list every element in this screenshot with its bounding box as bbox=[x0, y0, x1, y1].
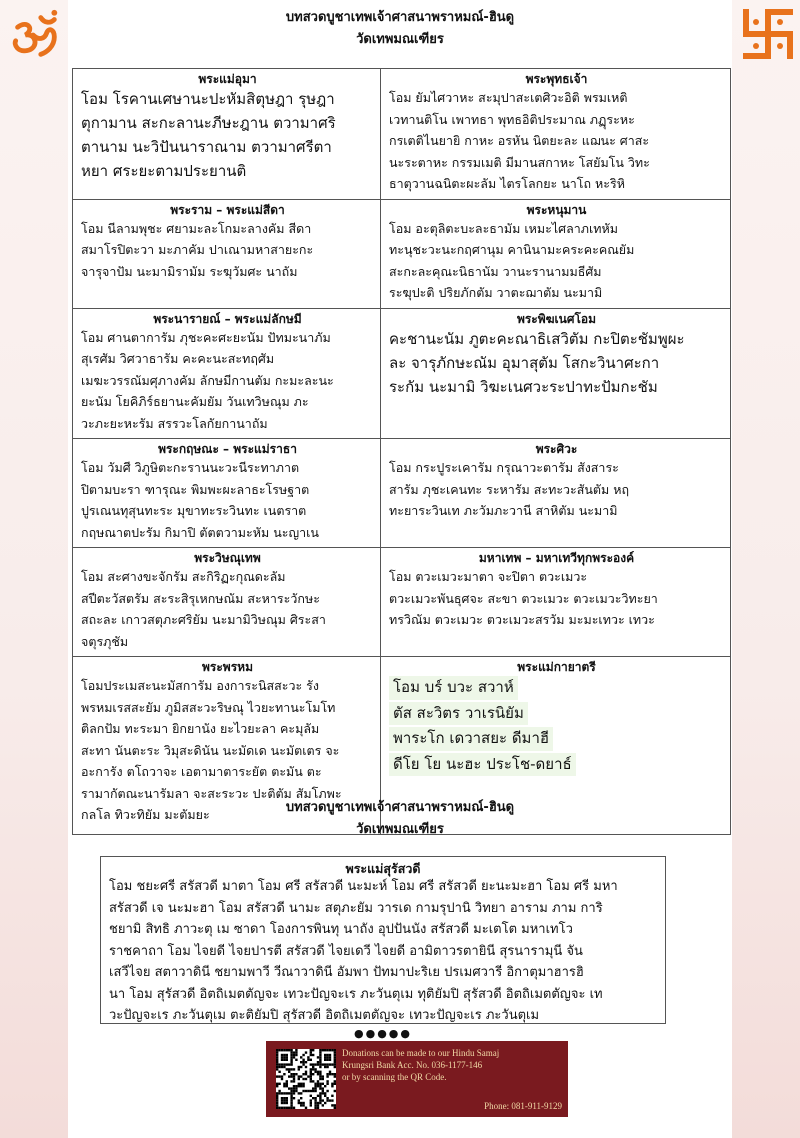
prayer-line: วะภะยะหะรัม สรรวะโลกัยกานาถัม bbox=[81, 415, 268, 431]
prayer-text bbox=[81, 87, 374, 183]
prayer-line: เวทานติโน เพาทธา พุทธอิติประมาณ ภฏุระหะ bbox=[389, 111, 635, 127]
saraswati-line: นา โอม สุรัสวดี อิตถิเมตตัญจะ เทวะปัญจะเร ภะวันตุเม ทุติยัมปิ สุรัสวดี อิตถิเมตตัญจะ เท bbox=[109, 986, 603, 1002]
prayer-line: ยะนัม โยคิภิร์ธยานะคัมยัม วันเทวิษณุม ภะ bbox=[81, 394, 309, 409]
prayer-title: พระพุทธเจ้า bbox=[525, 72, 588, 86]
prayer-title: พระพรหม bbox=[202, 660, 253, 674]
prayer-title: พระแม่อุมา bbox=[198, 72, 257, 86]
saraswati-line: ราชคาถา โอม ไจยดี ไจยปารตี สรัสวดี ไจยเดวี ไจยดี อามิตาวรตายินี สุรนารามุนี จัน bbox=[109, 943, 583, 959]
page-title-repeat: บทสวดบูชาเทพเจ้าศาสนาพราหมณ์-ฮินดู bbox=[285, 800, 515, 815]
prayer-cell bbox=[73, 548, 381, 657]
prayer-line: ทะยาระวินเท ภะวัมภะวานี สาหิตัม นะมามิ bbox=[389, 503, 618, 518]
prayer-text bbox=[389, 675, 724, 777]
prayer-line: สปีตะวัสตรัม สะระสิรุเหกษณัม สะหาระวักษะ bbox=[81, 590, 320, 606]
prayer-text bbox=[389, 566, 724, 631]
prayer-cell bbox=[73, 439, 381, 548]
prayer-cell bbox=[381, 439, 731, 548]
saraswati-line: เสวีไจย สตาวาดินี ชยามพาวี วีณาวาดินี อัมพา ปัทมาปะริเย ปรเมศวารี อิกาตุมาฮารฮิ bbox=[109, 965, 584, 980]
prayer-cell bbox=[381, 548, 731, 657]
donation-banner bbox=[266, 1041, 568, 1117]
prayer-line: โอม บร์ บวะ สวาห์ bbox=[389, 676, 518, 700]
qr-code-icon[interactable] bbox=[276, 1049, 336, 1109]
saraswati-line: วะปัญจะเร ภะวันตุเม ตะติยัมปิ สุรัสวดี อิตถิเมตตัญจะ เทวะปัญจะเร ภะวันตุเม bbox=[109, 1008, 540, 1023]
prayer-line: ปิตามบะรา ฑารุณะ พิมพะผะลาธะโรษฐาต bbox=[81, 481, 310, 497]
prayer-line: ธาตุวานฉนิตะผะลัม ไตรโลกยะ นาโถ หะริหิ bbox=[389, 176, 625, 191]
prayer-title: พระศิวะ bbox=[535, 442, 578, 456]
prayer-title: พระนารายณ์ – พระแม่ลักษมี bbox=[153, 311, 302, 326]
prayer-line: ตุกามาน สะกะลานะภีษะฎาน ตวามาศริ bbox=[81, 114, 336, 132]
prayer-line: ติลกปัม ทะระมา ยิกยานัง ยะไวยะลา คะมุลัม bbox=[81, 721, 320, 736]
prayer-text bbox=[389, 87, 724, 195]
prayer-line: โอม ตวะเมวะมาตา จะปิตา ตวะเมวะ bbox=[389, 569, 588, 584]
prayer-line: กฤษณาตปะรัม กิมาปิ ตัตตวามะหัม นะญาเน bbox=[81, 524, 319, 540]
prayer-text bbox=[389, 218, 724, 304]
stars-divider: ●●●●● bbox=[354, 1026, 412, 1040]
prayer-cell bbox=[73, 308, 381, 439]
prayer-title: พระแม่กายาตรี bbox=[517, 660, 596, 674]
prayer-line: ตัส สะวิตร วาเรนิยัม bbox=[389, 702, 528, 726]
prayer-line: สารัม ภุชะเคนทะ ระหารัม สะทะวะสันตัม หฤ bbox=[389, 481, 630, 497]
prayer-line: ทรวิณัม ตวะเมวะ ตวะเมวะสรวัม มะมะเทวะ เทวะ bbox=[389, 612, 655, 627]
prayer-line: ปูรเณนทุสุนทะระ มุขาทะระวินทะ เนตราต bbox=[81, 503, 307, 518]
prayer-line: อะการัง ตโถวาจะ เอตามาตาระยัต ตะมัน ตะ bbox=[81, 764, 322, 779]
prayer-line: โอม อะตุลิตะบะละธามัม เหมะไศลาภเทหัม bbox=[389, 220, 618, 236]
prayer-line: ตานาม นะวิปันนาราณาม ตวามาศรีตา bbox=[81, 138, 332, 156]
prayer-line: จตุรภุชัม bbox=[81, 633, 129, 649]
prayer-line: จารุจาปัม นะมามิรามัม ระฆุวัมศะ นาถัม bbox=[81, 263, 298, 279]
prayer-line: พาระโก เดวาสยะ ดีมาฮี bbox=[389, 727, 553, 751]
prayer-cell bbox=[381, 199, 731, 308]
prayer-title: มหาเทพ – มหาเทวีทุกพระองค์ bbox=[478, 551, 635, 565]
saraswati-prayer-box bbox=[100, 856, 666, 1040]
saraswati-body bbox=[109, 876, 657, 1027]
prayer-cell bbox=[381, 69, 731, 200]
prayer-line: โอม โรคานเศษานะปะหัมสิตุษฎา รุษฎา bbox=[81, 90, 335, 108]
prayer-line: หยา ศระยะตามประยานติ bbox=[81, 162, 247, 180]
saraswati-line: โอม ชยะศรี สรัสวดี มาตา โอม ศรี สรัสวดี นะมะห์ โอม ศรี สรัสวดี ยะนะมะฮา โอม ศรี มหา bbox=[109, 879, 618, 894]
prayer-title: พระพิฆเนศโอม bbox=[516, 311, 597, 326]
prayer-line: รามากัตณะนารัมลา จะสะระวะ ปะติตัม สัมโภพะ bbox=[81, 785, 342, 801]
prayer-line: โอมประเมสะนะมัสการัม องการะนิสสะวะ รัง bbox=[81, 678, 319, 693]
prayer-line: โอม ศานตาการัม ภุชะคะศะยะนัม ปัทมะนาภัม bbox=[81, 329, 331, 345]
prayer-line: โอม กระปูระเคารัม กรุณาวะตารัม สังสาระ bbox=[389, 460, 619, 475]
prayer-line: พรหมเรสสะยัม ภูมิสสะวะริษณุ ไวยะทานะโมโท bbox=[81, 699, 336, 715]
prayer-line: สุเรศัม วิศวาธารัม คะคะนะสะทฤศัม bbox=[81, 351, 275, 366]
prayer-cell bbox=[381, 308, 731, 439]
prayer-line: กลโล ทิวะทิยัม มะตัมยะ bbox=[81, 807, 210, 822]
saraswati-line: ชยามิ สิทธิ ภาวะตุ เม ซาดา โองการพินทุ นาถัง อุปปันนัง สรัสวดี มะเตโต มหาเทโว bbox=[109, 922, 573, 937]
prayer-text bbox=[81, 566, 374, 652]
prayer-line: สถะละ เกาวสตุภะศริยัม นะมามิวิษณุม ศิระสา bbox=[81, 612, 326, 627]
prayer-cell bbox=[73, 69, 381, 200]
prayer-line: โอม วัมศี วิภูษิตะกะรานนะวะนีระทาภาต bbox=[81, 460, 300, 475]
prayer-table bbox=[72, 68, 731, 835]
prayer-line: โอม ยัมไศวาหะ สะมุปาสะเตศิวะอิติ พรมเหติ bbox=[389, 90, 628, 105]
prayer-text bbox=[389, 327, 724, 399]
prayer-text bbox=[81, 218, 374, 283]
donation-line: or by scanning the QR Code. bbox=[342, 1072, 447, 1082]
prayer-title: พระกฤษณะ – พระแม่ราธา bbox=[158, 442, 297, 456]
prayer-line: ละ จารุภักษะณัม อุมาสุตัม โสกะวินาศะกา bbox=[389, 353, 660, 372]
prayer-line: โอม นีลามพุชะ ศยามะละโกมะลางคัม สีดา bbox=[81, 220, 312, 236]
prayer-line: โอม สะศางขะจักรัม สะกิริฏะกุณดะลัม bbox=[81, 569, 286, 584]
prayer-line: ทะนุชะวะนะกฤศานุม คานินามะคระคะคณยัม bbox=[389, 242, 635, 257]
prayer-line: กรเตติไนยายิ กาหะ อรหัน นิตยะละ แฌนะ ศาสะ bbox=[389, 133, 650, 148]
donation-line: Krungsri Bank Acc. No. 036-1177-146 bbox=[342, 1060, 483, 1070]
prayer-line: ดีโย โย นะฮะ ประโช-ดยาธ์ bbox=[389, 753, 576, 777]
prayer-title: พระหนุมาน bbox=[526, 202, 587, 217]
donation-phone: Phone: 081-911-9129 bbox=[484, 1101, 562, 1111]
prayer-cell bbox=[73, 199, 381, 308]
donation-line: Donations can be made to our Hindu Samaj bbox=[342, 1048, 500, 1058]
page-title: บทสวดบูชาเทพเจ้าศาสนาพราหมณ์-ฮินดู bbox=[285, 10, 515, 25]
prayer-text bbox=[81, 327, 374, 435]
prayer-line: สะทา นันตะระ วิมุสะดินัน นะมัดเด นะมัตเตร จะ bbox=[81, 742, 340, 758]
prayer-title: พระราม – พระแม่สีดา bbox=[170, 202, 285, 217]
prayer-line: ตวะเมวะพันธุศจะ สะขา ตวะเมวะ ตวะเมวะวิทะยา bbox=[389, 590, 658, 606]
temple-name-repeat: วัดเทพมณเฑียร bbox=[356, 822, 444, 837]
prayer-line: สะกะละคุณะนิธานัม วานะรานามมธีศัม bbox=[389, 263, 602, 279]
prayer-line: ระกัม นะมามิ วิฆะเนศวะระปาทะปัมกะชัม bbox=[389, 377, 658, 396]
prayer-line: ระฆุปะติ ปริยภักตัม วาตะฌาตัม นะมามิ bbox=[389, 285, 603, 300]
prayer-line: สมาโรปิตะวา มะภาคัม ปาเณามหาสายะกะ bbox=[81, 242, 314, 257]
prayer-line: เมฆะวรรณัมศุภางคัม ลักษมีกานตัม กะมะละนะ bbox=[81, 372, 334, 388]
prayer-line: นะระตาหะ กรรมเมติ มีมานสกาหะ โสยัมโน วิทะ bbox=[389, 154, 650, 170]
saraswati-title: พระแม่สุรัสวดี bbox=[345, 861, 421, 876]
prayer-line: คะชานะนัม ภูตะคะณาธิเสวิตัม กะปิตะชัมพูผะ bbox=[389, 329, 685, 348]
prayer-title: พระวิษณุเทพ bbox=[194, 551, 261, 565]
saraswati-line: สรัสวดี เจ นะมะฮา โอม สรัสวดี นามะ สตุภะยัม วารเด กามรุปานิ วิทยา อาราม ภาม การิ bbox=[109, 900, 603, 916]
prayer-text bbox=[81, 457, 374, 543]
temple-name: วัดเทพมณเฑียร bbox=[356, 32, 444, 47]
prayer-text bbox=[389, 457, 724, 522]
